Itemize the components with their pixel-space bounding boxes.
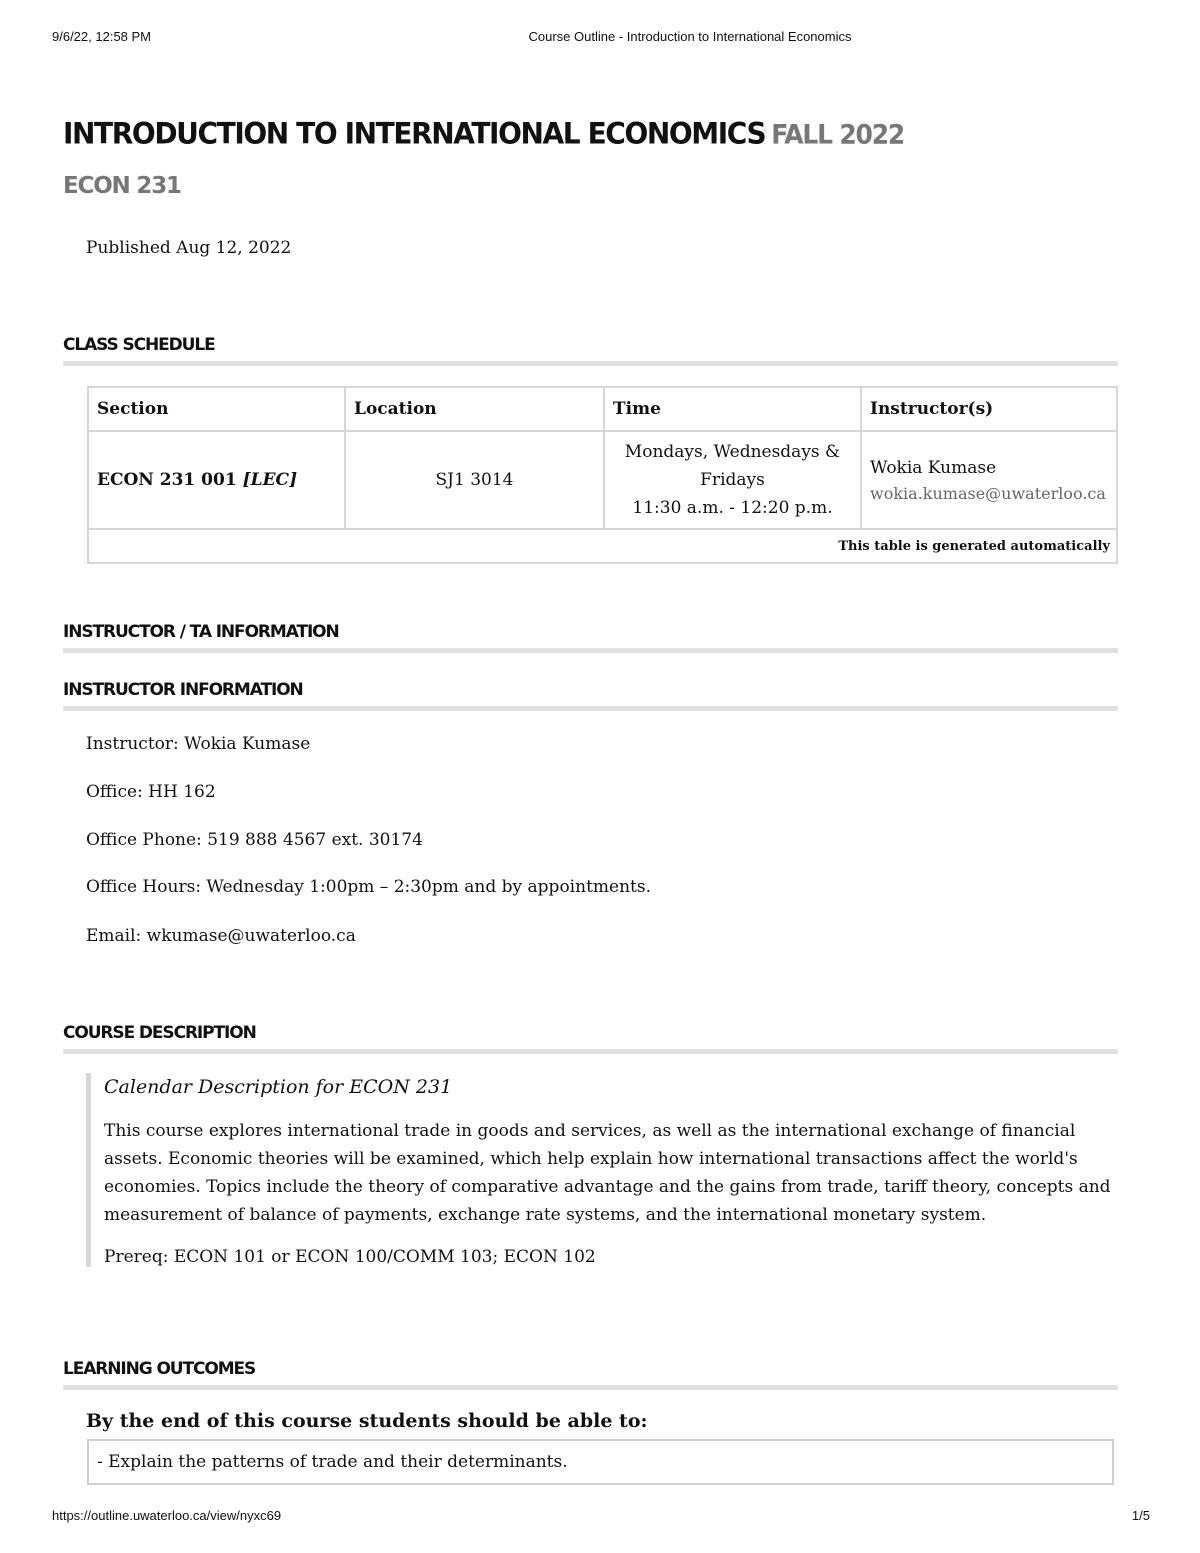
time-days: Mondays, Wednesdays & (624, 442, 841, 462)
course-description-heading: COURSE DESCRIPTION (63, 1023, 1118, 1054)
learning-outcomes-intro: By the end of this course students should be able to: (86, 1410, 648, 1432)
calendar-description-text: This course explores international trade in goods and services, as well as the international exchange of financial assets. Economic theories will be examined, which help explain how international transactions affect the world's economies. Topics include the theory of comparative advantage and the gains from trade, tariff theory, concepts and measurement of balance of payments, exchange rate systems, and the international monetary system. (104, 1121, 1111, 1225)
learning-outcome-item: - Explain the patterns of trade and their determinants. (87, 1439, 1114, 1485)
office-hours-line: Office Hours: Wednesday 1:00pm – 2:30pm and by appointments. (86, 877, 651, 897)
cell-time (604, 431, 861, 529)
print-footer (0, 1508, 1200, 1528)
email-line: Email: wkumase@uwaterloo.ca (86, 926, 356, 946)
print-url: https://outline.uwaterloo.ca/view/nyxc69 (52, 1508, 282, 1523)
instructor-name: Wokia Kumase (870, 457, 997, 478)
published-date: Published Aug 12, 2022 (86, 238, 292, 258)
cell-section (88, 431, 345, 529)
column-header-time: Time (604, 387, 861, 431)
cell-location: SJ1 3014 (345, 431, 604, 529)
column-header-section: Section (88, 387, 345, 431)
instructor-email-link[interactable]: wokia.kumase@uwaterloo.ca (870, 483, 1106, 503)
section-type: [LEC] (242, 470, 298, 490)
cell-instructor (861, 431, 1117, 529)
page-number: 1/5 (1131, 1508, 1150, 1523)
course-title: INTRODUCTION TO INTERNATIONAL ECONOMICS (63, 116, 766, 151)
time-hours: 11:30 a.m. - 12:20 p.m. (632, 498, 833, 518)
time-days-cont: Fridays (700, 470, 765, 490)
table-header-row (88, 387, 1117, 431)
print-date: 9/6/22, 12:58 PM (52, 29, 152, 44)
prerequisites: Prereq: ECON 101 or ECON 100/COMM 103; ECON 102 (104, 1247, 596, 1267)
learning-outcomes-heading: LEARNING OUTCOMES (63, 1359, 1118, 1390)
print-document-title: Course Outline - Introduction to International Economics (528, 29, 852, 44)
table-footer-row (88, 529, 1117, 563)
office-line: Office: HH 162 (86, 782, 216, 802)
page-title (63, 116, 904, 151)
table-auto-note: This table is generated automatically (88, 529, 1117, 563)
course-term: FALL 2022 (771, 119, 905, 150)
instructor-info-heading: INSTRUCTOR INFORMATION (63, 680, 1118, 711)
instructor-line: Instructor: Wokia Kumase (86, 734, 311, 754)
course-code: ECON 231 (63, 173, 181, 199)
class-schedule-table (87, 386, 1118, 564)
class-schedule-heading: CLASS SCHEDULE (63, 335, 1118, 366)
column-header-instructors: Instructor(s) (861, 387, 1117, 431)
calendar-description-title: Calendar Description for ECON 231 (104, 1076, 453, 1098)
calendar-description (86, 1073, 1134, 1267)
section-code: ECON 231 001 (97, 470, 237, 490)
office-phone-line: Office Phone: 519 888 4567 ext. 30174 (86, 830, 423, 850)
table-row (88, 431, 1117, 529)
instructor-ta-heading: INSTRUCTOR / TA INFORMATION (63, 622, 1118, 653)
column-header-location: Location (345, 387, 604, 431)
print-header (0, 29, 1200, 49)
